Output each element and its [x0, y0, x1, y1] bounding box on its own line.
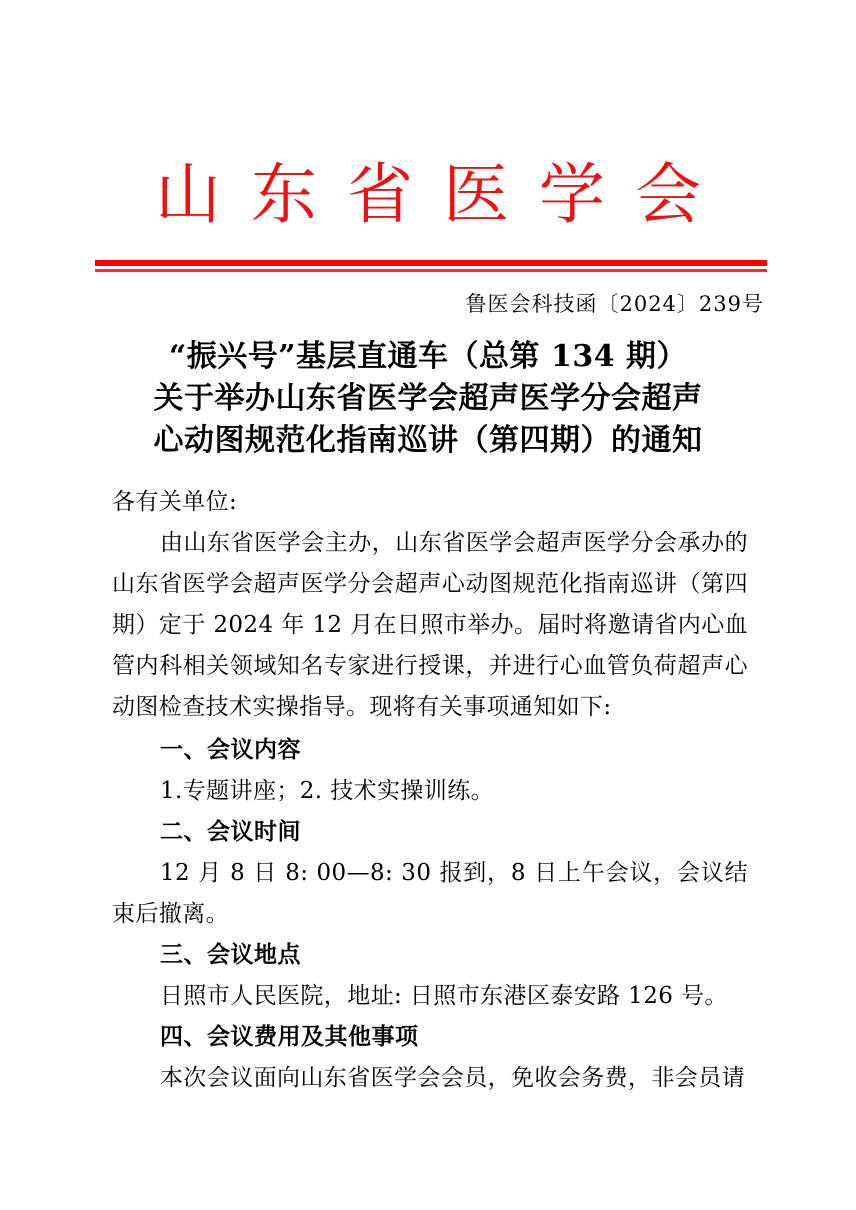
section-text-4: 本次会议面向山东省医学会会员，免收会务费，非会员请 [160, 1065, 745, 1091]
section-heading-1: 一、会议内容 [160, 737, 301, 763]
section-heading-4: 四、会议费用及其他事项 [160, 1024, 419, 1050]
section-text-3: 日照市人民医院，地址: 日照市东港区泰安路 126 号。 [160, 983, 728, 1009]
section-text-1: 1.专题讲座；2. 技术实操训练。 [160, 778, 494, 804]
letterhead [0, 158, 856, 232]
document-title-line-1: “振兴号”基层直通车（总第 134 期） [168, 339, 688, 374]
section-heading-2: 二、会议时间 [160, 819, 301, 845]
intro-paragraph: 由山东省医学会主办，山东省医学会超声医学分会承办的山东省医学会超声医学分会超声心动图规范化指南巡讲（第四期）定于 2024 年 12 月在日照市举办。届时将邀请省内心血管内科相关领域知名专家进行授课，并进行心血管负荷超声心动图检查技术实操指导。现将有关事项通知如下: [112, 530, 748, 720]
salutation: 各有关单位: [112, 489, 238, 515]
rule-thin-line [95, 269, 767, 272]
document-title-line-2: 关于举办山东省医学会超声医学分会超声 [153, 381, 703, 416]
document-number: 鲁医会科技函〔2024〕239号 [465, 292, 764, 316]
section-heading-3: 三、会议地点 [160, 942, 301, 968]
issuing-organization-title: 山东省医学会 [155, 156, 731, 233]
letterhead-red-rule [95, 260, 767, 272]
section-text-2: 12 月 8 日 8: 00—8: 30 报到，8 日上午会议，会议结束后撤离。 [112, 860, 748, 927]
document-title-line-3: 心动图规范化指南巡讲（第四期）的通知 [153, 423, 703, 458]
document-title [0, 336, 856, 462]
document-body [112, 482, 748, 1099]
